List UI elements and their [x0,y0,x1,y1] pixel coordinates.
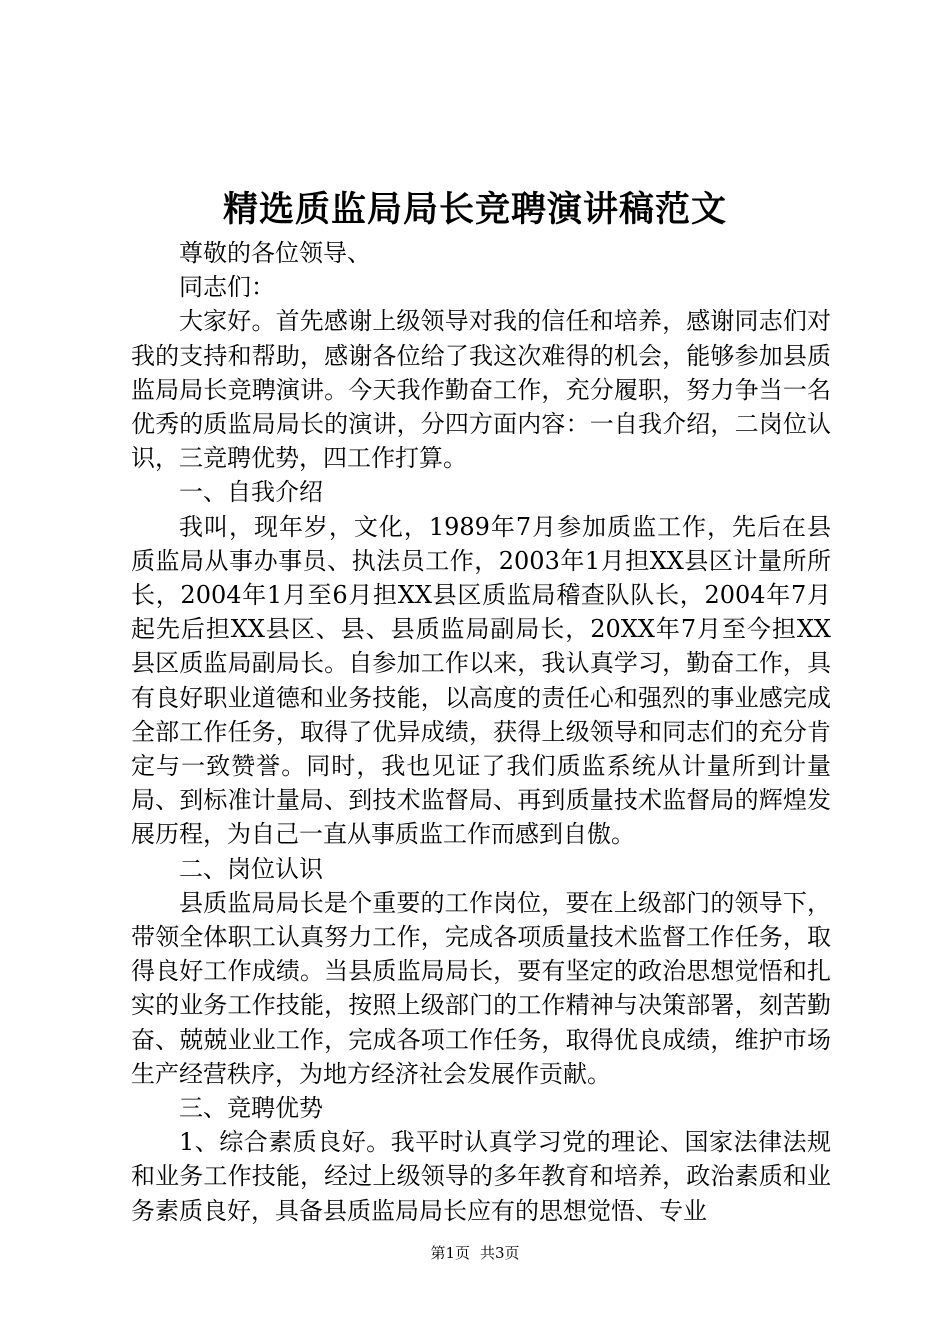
section-heading: 三、竞聘优势 [179,1094,323,1123]
section-heading: 一、自我介绍 [179,478,323,507]
document-title: 精选质监局局长竞聘演讲稿范文 [222,189,727,230]
salutation-line: 同志们： [179,273,275,302]
page-total: 共3页 [480,1244,520,1262]
body-paragraph: 县质监局局长是个重要的工作岗位，要在上级部门的领导下，带领全体职工认真努力工作，完成各项质量技术监督工作任务，取得良好工作成绩。当县质监局局长，要有坚定的政治思想觉悟和扎实的业务工作技能，按照上级部门的工作精神与决策部署，刻苦勤奋、兢兢业业工作，完成各项工作任务，取得优良成绩，维护市场生产经营秩序，为地方经济社会发展作贡献。 [131,888,831,1088]
salutation-line: 尊敬的各位领导、 [179,239,371,267]
page-number: 第1页 [430,1244,470,1262]
section-heading: 二、岗位认识 [179,854,323,883]
body-paragraph: 1、综合素质良好。我平时认真学习党的理论、国家法律法规和业务工作技能，经过上级领导的多年教育和培养，政治素质和业务素质良好，具备县质监局局长应有的思想觉悟、专业 [131,1128,831,1225]
body-paragraph: 大家好。首先感谢上级领导对我的信任和培养，感谢同志们对我的支持和帮助，感谢各位给了我这次难得的机会，能够参加县质监局局长竞聘演讲。今天我作勤奋工作，充分履职，努力争当一名优秀的质监局局长的演讲，分四方面内容：一自我介绍，二岗位认识，三竞聘优势，四工作打算。 [131,307,831,473]
document-body [131,236,831,1228]
body-paragraph: 我叫，现年岁，文化，1989年7月参加质监工作，先后在县质监局从事办事员、执法员工作，2003年1月担XX县区计量所所长，2004年1月至6月担XX县区质监局稽查队队长，2004年7月起先后担XX县区、县、县质监局副局长，20XX年7月至今担XX县区质监局副局长。自参加工作以来，我认真学习，勤奋工作，具有良好职业道德和业务技能，以高度的责任心和强烈的事业感完成全部工作任务，取得了优异成绩，获得上级领导和同志们的充分肯定与一致赞誉。同时，我也见证了我们质监系统从计量所到计量局、到标准计量局、到技术监督局、再到质量技术监督局的辉煌发展历程，为自己一直从事质监工作而感到自傲。 [131,512,831,849]
page-footer [0,1243,950,1263]
